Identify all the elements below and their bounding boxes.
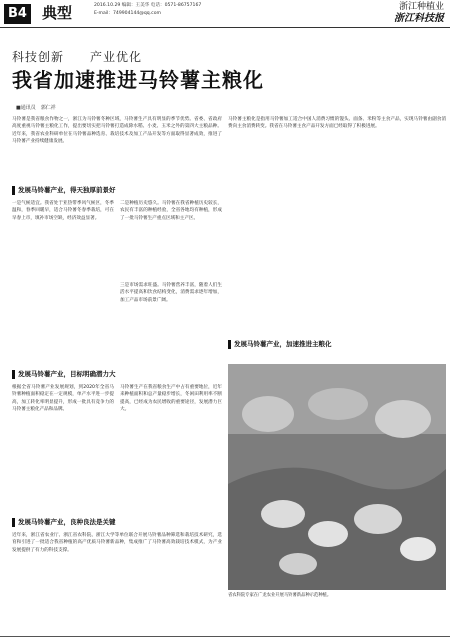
section-heading-1: 发展马铃薯产业，得天独厚前景好 [12,186,222,195]
section-heading-2: 发展马铃薯产业，目标明确潜力大 [12,370,222,379]
date-editor-line: 2016.10.29 编辑：王美华 电话：0571-86757167 [94,3,202,8]
kicker: 科技创新 产业优化 [12,50,143,64]
article-intro: 马铃薯是我省粮食作物之一，浙江为马铃薯冬种区域，马铃薯生产具有明显的季节优势。省委、省政府高度重视马铃薯主粮化工作，提出要切实把马铃薯打造成除水稻、小麦、玉米之外的第四大主粮品种。近年来，我省农业科研单位在马铃薯品种选育、栽培技术及加工产品开发等方面取得显著成效，推进了马铃薯产业持续健康发展。 [12,117,222,145]
potato-photo [228,364,446,590]
section-heading-3: 发展马铃薯产业，良种良法是关键 [12,518,222,527]
headline: 我省加速推进马铃薯主粮化 [12,68,264,92]
section-name: 典型 [42,4,73,22]
paper-name: 浙江科技报 [394,13,444,24]
section-2-paragraph-1: 根据全省马铃薯产业发展规划，到2020年全省马铃薯种植面积稳定在一定规模，单产水平进一步提高，加工转化率明显提升，形成一批具有竞争力的马铃薯主粮化产品和品牌。 [12,385,114,413]
potato-photo-illustration [228,364,446,590]
masthead [0,0,450,28]
section-1-paragraph-2: 二是种植历史悠久。马铃薯在我省种植历史较长，农民有丰富的种植经验，全省各地均有种植，形成了一批马铃薯生产重点区域和主产区。 [120,201,222,221]
section-1-paragraph-1: 一是气候适宜。我省处于亚热带季风气候区，冬季温和，春季回暖早，适合马铃薯冬春季栽培，可在早春上市，填补市场空缺，经济效益显著。 [12,201,114,221]
email-line: E-mail：749904144@qq.com [94,11,161,16]
footer-rule [0,636,450,637]
section-4-paragraph-1: 马铃薯主粮化是指用马铃薯加工适合中国人消费习惯的馒头、面条、米粉等主食产品，实现马铃薯由副食消费向主食消费转变。我省在马铃薯主食产品开发方面已经取得了积极进展。 [228,117,446,130]
page-number: B4 [4,4,31,24]
edition-name: 浙江种植业 [398,2,444,12]
byline: ■通讯员 郭仁祥 [16,105,56,111]
section-3-paragraph-1: 近年来，浙江省农业厅、浙江省农科院、浙江大学等单位联合开展马铃薯品种筛选和栽培技术研究，选育和引进了一批适合我省种植的高产优质马铃薯新品种，集成推广了马铃薯高效栽培技术模式，为产业发展提供了有力的科技支撑。 [12,533,222,553]
section-heading-4: 发展马铃薯产业，加速推进主粮化 [228,340,446,349]
section-2-paragraph-2: 马铃薯生产在我省粮食生产中占有重要地位，近年来种植面积和总产量稳步增长，冬闲田利用率不断提高，已经成为农民增收的重要途径，发展潜力巨大。 [120,385,222,413]
section-1-paragraph-3: 三是市场需求旺盛。马铃薯营养丰富，随着人们生活水平提高和饮食结构变化，消费需求逐年增加，加工产品市场前景广阔。 [120,283,222,303]
photo-caption: 省农科院专家在广龙农业开展马铃薯新品种示范种植。 [228,593,332,598]
